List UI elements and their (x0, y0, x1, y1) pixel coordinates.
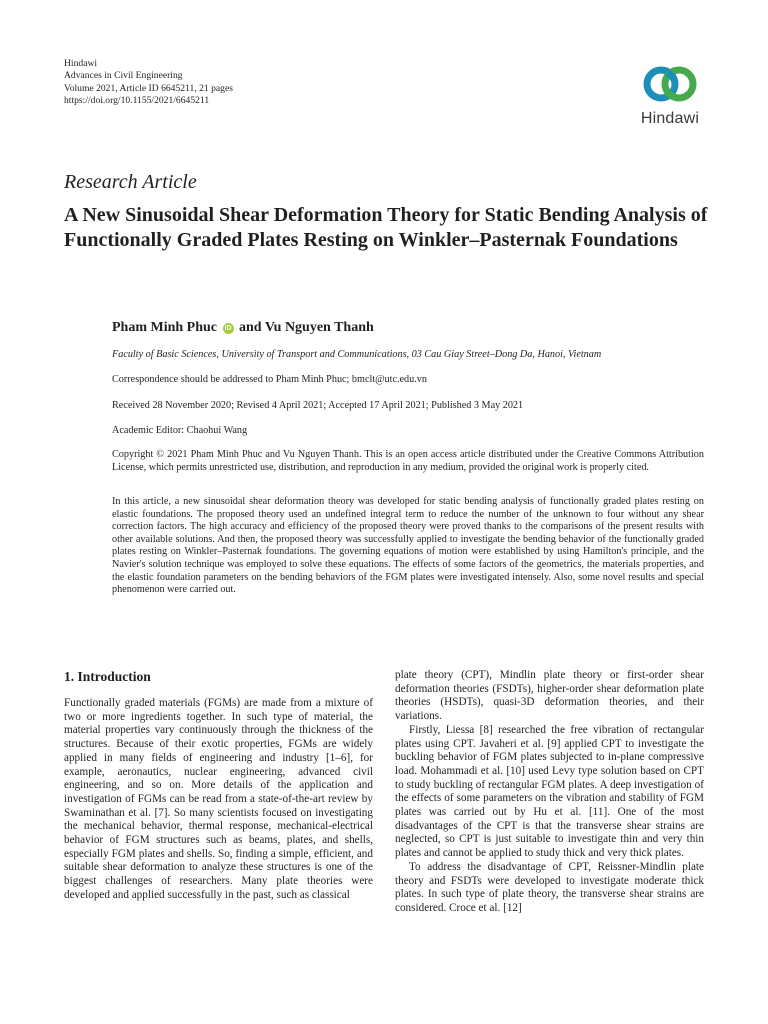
intro-paragraph-1: Functionally graded materials (FGMs) are made from a mixture of two or more ingredients together. In such type of material, the material properties vary continuously through the thickness of the structures. Because of their exotic properties, FGMs are widely applied in many fields of engineering and industry [1–6], for example, aeronautics, nuclear engineering, advanced civil engineering, and so on. More details of the application and investigation of FGMs can be read from a state-of-the-art review by Swaminathan et al. [7]. So many scientists focused on investigating the mechanical behavior, thermal response, mechanical-electrical behavior of FGM structures such as beams, plates, and shells, especially FGM plates and shells. So, finding a simple, efficient, and suitable shear deformation to analyze these structures is one of the biggest challenges of researchers. Many plate theories were developed and applied successfully in the past, such as classical (64, 697, 373, 901)
hindawi-logo (630, 62, 710, 134)
journal-name: Advances in Civil Engineering (64, 70, 183, 82)
left-column (64, 697, 373, 903)
right-column (395, 669, 704, 916)
section-heading-introduction: 1. Introduction (64, 669, 151, 684)
author-1[interactable]: Pham Minh Phuc (112, 320, 218, 335)
logo-wordmark: Hindawi (640, 110, 700, 127)
volume-info: Volume 2021, Article ID 6645211, 21 pages (64, 82, 233, 94)
affiliation: Faculty of Basic Sciences, University of Transport and Communications, 03 Cau Giay Street–Dong Da, Hanoi, Vietnam (112, 349, 602, 360)
article-type: Research Article (64, 171, 197, 193)
academic-editor: Academic Editor: Chaohui Wang (112, 425, 248, 436)
journal-meta (64, 58, 233, 107)
article-title: A New Sinusoidal Shear Deformation Theory for Static Bending Analysis of Functionally Graded Plates Resting on Winkler–Pasternak Foundations (64, 204, 708, 251)
intro-paragraph-4: To address the disadvantage of CPT, Reissner-Mindlin plate theory and FSDTs were developed to investigate moderate thick plates. In such type of plate theory, the transverse shear strains are considered. Croce et al. [12] (395, 860, 704, 914)
intro-paragraph-3: Firstly, Liessa [8] researched the free vibration of rectangular plates using CPT. Javaheri et al. [9] applied CPT to investigate the buckling behavior of FGM plates subjected to in-plane compressive load. Mohammadi et al. [10] used Levy type solution based on CPT to study buckling of rectangular FGM plates. A deep investigation of the effects of some parameters on the vibration and stability of FGM plates was carried out by Hu et al. [11]. One of the most disadvantages of the CPT is that the transverse shear strains are neglected, so CPT is just suitable to investigate thin and very thin plates and cannot be applied to study thick and very thick plates. (395, 723, 704, 860)
author-line (112, 320, 374, 336)
publication-dates: Received 28 November 2020; Revised 4 April 2021; Accepted 17 April 2021; Published 3 May 2021 (112, 400, 524, 411)
abstract: In this article, a new sinusoidal shear deformation theory was developed for static bending analysis of functionally graded plates resting on elastic foundations. The proposed theory used an undefined integral term to reduce the number of the unknown to four without any shear correction factors. The high accuracy and efficiency of the proposed theory were proved thanks to the comparisons of the present results with other available solutions. And then, the proposed theory was successfully applied to investigate the bending behavior of the functionally graded plates resting on Winkler–Pasternak foundations. The governing equations of motion were established by using Hamilton's principle, and the Navier's solution technique was employed to solve these equations. The effects of some factors of the geometrics, the materials properties, and the elastic foundation parameters on the bending behaviors of the FGM plates were investigated intensely. Also, some novel results and special phenomenon were carried out. (112, 496, 704, 596)
publisher-name: Hindawi (64, 58, 98, 69)
doi-link[interactable]: https://doi.org/10.1155/2021/6645211 (64, 94, 210, 106)
author-2: and Vu Nguyen Thanh (239, 320, 374, 335)
correspondence: Correspondence should be addressed to Pham Minh Phuc; bmclt@utc.edu.vn (112, 374, 427, 385)
orcid-icon[interactable]: iD (224, 325, 232, 332)
intro-paragraph-2: plate theory (CPT), Mindlin plate theory or first-order shear deformation theories (FSDTs), higher-order shear deformation plate theories (HSDTs), quasi-3D deformation theories, and their variations. (395, 669, 704, 723)
hindawi-logo-icon (641, 62, 699, 106)
copyright-notice: Copyright © 2021 Pham Minh Phuc and Vu Nguyen Thanh. This is an open access article distributed under the Creative Commons Attribution License, which permits unrestricted use, distribution, and reproduction in any medium, provided the original work is properly cited. (112, 449, 704, 473)
